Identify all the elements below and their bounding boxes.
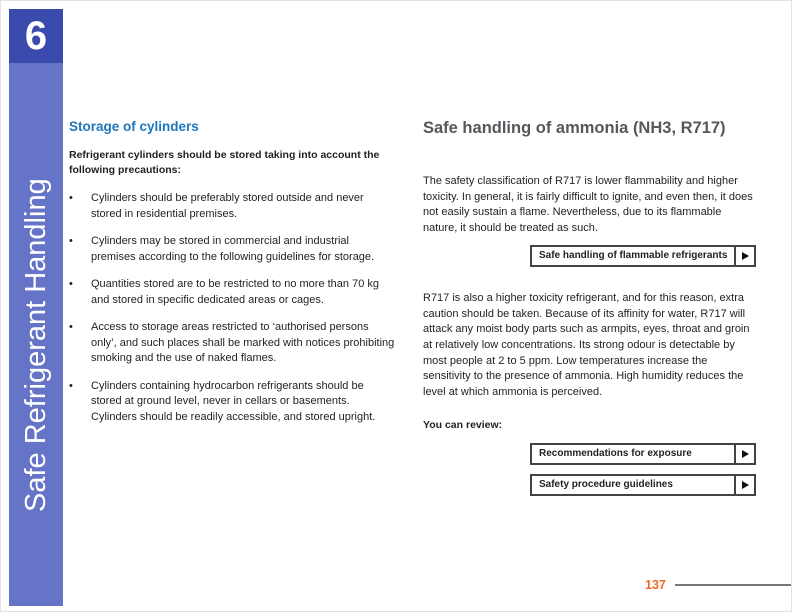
chapter-title: Safe Refrigerant Handling [20,178,52,512]
bullet-text: Cylinders should be preferably stored outside and never stored in residential premises. [91,192,364,220]
list-item [69,320,395,367]
list-item [69,234,395,265]
play-arrow-icon[interactable] [734,476,754,494]
link-button-label: Safety procedure guidelines [539,479,673,491]
list-item [69,379,395,426]
bullet-icon: • [69,235,73,247]
page-footer [645,578,791,592]
ammonia-paragraph-1: The safety classification of R717 is lower flammability and higher toxicity. In general, it is fairly difficult to ignite, and even then, it does not easily sustain a flame. Nevertheless, due to its flammable nature, it should be treated as such. [423,175,753,235]
ammonia-section [423,119,756,496]
play-arrow-icon[interactable] [734,445,754,463]
footer-rule [675,584,791,586]
ammonia-heading: Safe handling of ammonia (NH3, R717) [423,119,726,137]
review-label: You can review: [423,418,503,431]
bullet-icon: • [69,379,73,392]
bullet-icon: • [69,192,73,204]
bullet-text: Quantities stored are to be restricted to no more than 70 kg and stored in specific dedicated areas or cages. [91,278,379,306]
bullet-text: Cylinders may be stored in commercial and industrial premises according to the following guidelines for storage. [91,235,375,263]
list-item [69,277,395,308]
bullet-icon: • [69,321,73,333]
storage-bullet-list [69,191,395,425]
chapter-sidebar [9,9,63,606]
chapter-number: 6 [9,9,63,63]
ammonia-paragraph-2: R717 is also a higher toxicity refrigerant, and for this reason, extra caution should be taken. Because of its affinity for water, R717 will attack any moist body parts such as armpits, eyes, throat and groin at relatively low concentrations. Its strong odour is detectable by most people at 2 to 5 ppm. Low temperatures increase the sensitivity to the presence of ammonia. High humidity reduces the level at which ammonia is perceived. [423,291,750,399]
storage-heading: Storage of cylinders [69,119,199,134]
list-item [69,191,395,222]
bullet-text: Cylinders containing hydrocarbon refrigerants should be stored at ground level, never in cellars or basements. Cylinders should be readily accessible, and stored upright. [91,379,376,423]
page-number: 137 [645,578,666,592]
link-button-flammable-refrigerants[interactable] [530,245,756,267]
bullet-icon: • [69,278,73,290]
link-button-label: Recommendations for exposure [539,448,692,460]
link-button-recommendations-exposure[interactable] [530,443,756,465]
play-arrow-icon[interactable] [734,247,754,265]
link-button-safety-procedure[interactable] [530,474,756,496]
storage-intro: Refrigerant cylinders should be stored taking into account the following precautions: [69,149,380,176]
storage-section [69,119,395,437]
bullet-text: Access to storage areas restricted to ‘authorised persons only’, and such places shall be marked with notices prohibiting smoking and the use of naked flames. [91,321,395,364]
link-button-label: Safe handling of flammable refrigerants [539,250,728,262]
